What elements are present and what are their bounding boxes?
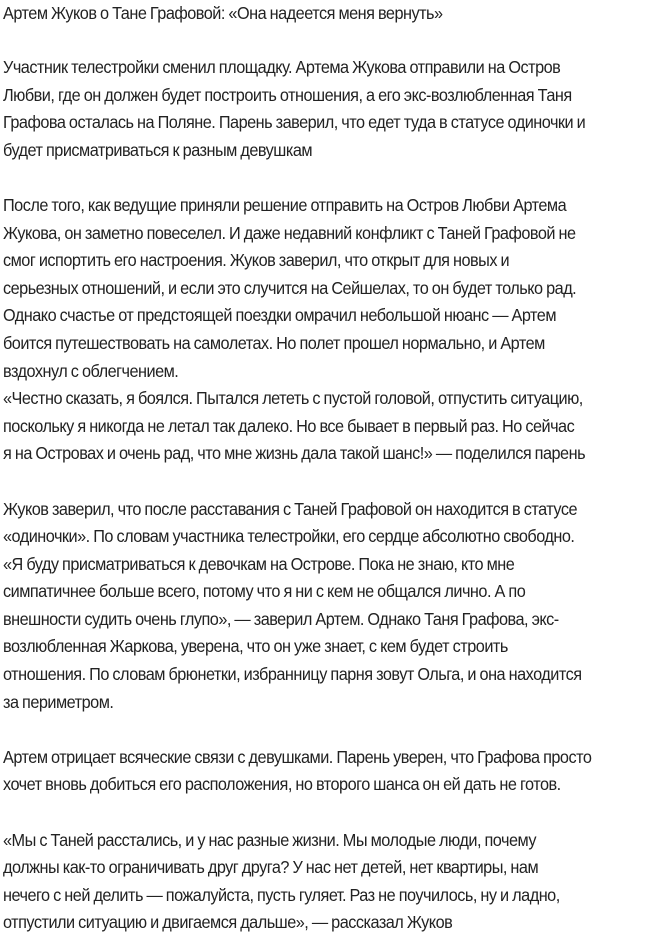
text-line: «одиночки». По словам участника телестройки, его сердце абсолютно свободно. [3,526,575,547]
text-line: серьезных отношений, и если это случится на Сейшелах, то он будет только рад. [3,277,577,298]
text-line: возлюбленная Жаркова, уверена, что он уже знает, с кем будет строить [3,636,508,657]
paragraph-3 [3,496,670,717]
text-line: Графова осталась на Поляне. Парень заверил, что едет туда в статусе одиночки и [3,112,586,133]
quote-line: «Мы с Таней расстались, и у нас разные жизни. Мы молодые люди, почему [3,829,536,850]
paragraph-2 [3,192,670,468]
text-line: хочет вновь добиться его расположения, но второго шанса он ей дать не готов. [3,774,561,795]
text-line: Жукова, он заметно повеселел. И даже недавний конфликт с Таней Графовой не [3,222,576,243]
quote-line: поскольку я никогда не летал так далеко. Но все бывает в первый раз. Но сейчас [3,415,575,436]
paragraph-1 [3,54,670,164]
text-line: вздохнул с облегчением. [3,360,179,381]
text-line: Однако счастье от предстоящей поездки омрачил небольшой нюанс — Артем [3,305,557,326]
quote-line: «Я буду присматриваться к девочкам на Острове. Пока не знаю, кто мне [3,553,515,574]
text-line: отношения. По словам брюнетки, избранницу парня зовут Ольга, и она находится [3,664,582,685]
text-line: смог испортить его настроения. Жуков заверил, что открыт для новых и [3,250,510,271]
text-line: за периметром. [3,691,114,712]
text-line: будет присматриваться к разным девушкам [3,139,313,160]
paragraph-4 [3,744,670,799]
text-line: Участник телестройки сменил площадку. Артема Жукова отправили на Остров [3,57,561,77]
text-line: Любви, где он должен будет построить отношения, а его экс-возлюбленная Таня [3,84,572,105]
quote-line: «Честно сказать, я боялся. Пытался лететь с пустой головой, отпустить ситуацию, [3,388,583,409]
quote-line: должны как-то ограничивать друг друга? У нас нет детей, нет квартиры, нам [3,857,539,878]
quote-line: нечего с ней делить — пожалуйста, пусть гуляет. Раз не поучилось, ну и ладно, [3,884,560,905]
text-line: После того, как ведущие приняли решение отправить на Остров Любви Артема [3,194,567,215]
paragraph-5 [3,827,670,937]
quote-line: я на Островах и очень рад, что мне жизнь дала такой шанс!» — поделился парень [3,443,586,464]
text-line: Жуков заверил, что после расставания с Таней Графовой он находится в статусе [3,498,578,519]
quote-line: отпустили ситуацию и двигаемся дальше», — рассказал Жуков [3,912,453,933]
text-line: боится путешествовать на самолетах. Но полет прошел нормально, и Артем [3,332,545,353]
quote-line: симпатичнее больше всего, потому что я ни с кем не общался лично. А по [3,581,526,602]
quote-line: внешности судить очень глупо», — заверил Артем. Однако Таня Графова, экс- [3,608,559,629]
article-title: Артем Жуков о Тане Графовой: «Она надеется меня вернуть» [3,3,443,23]
text-line: Артем отрицает всяческие связи с девушками. Парень уверен, что Графова просто [3,746,592,767]
